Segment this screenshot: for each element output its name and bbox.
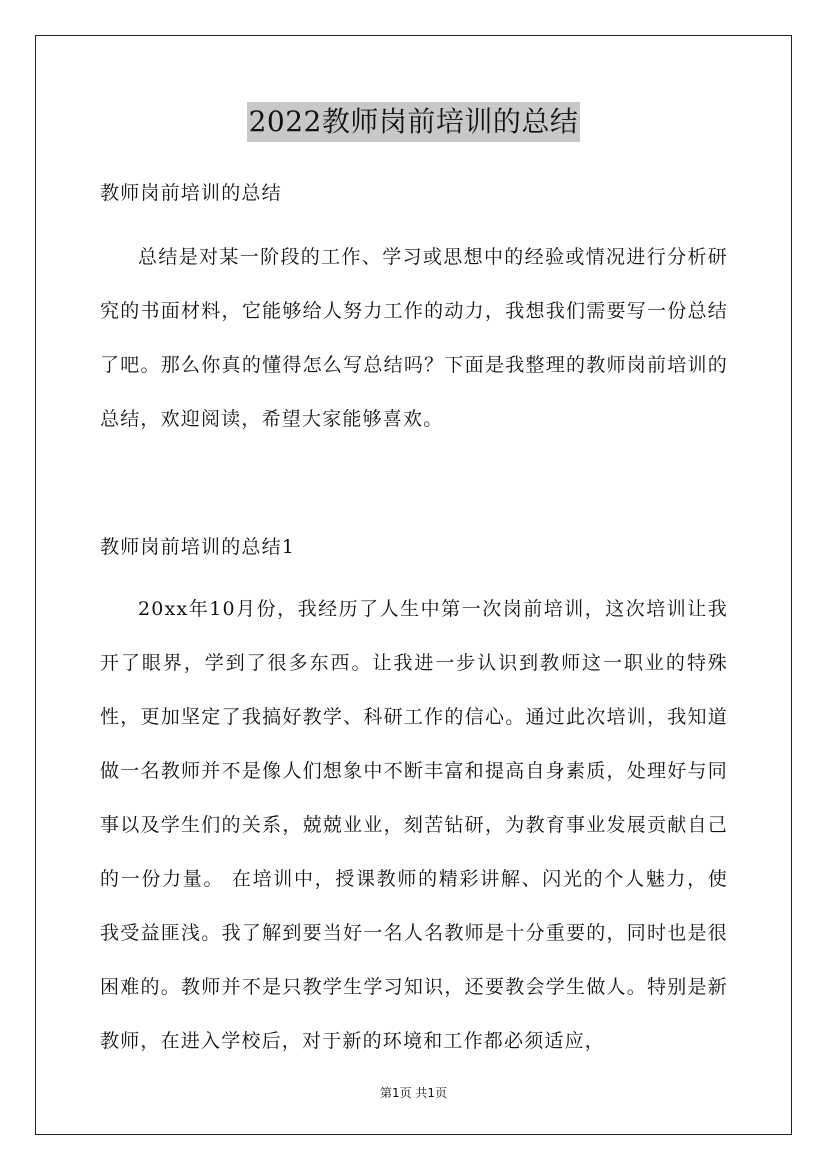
title-container <box>0 102 827 142</box>
page-footer: 第1页 共1页 <box>379 1086 448 1100</box>
document-title: 2022教师岗前培训的总结 <box>247 102 581 142</box>
document-body <box>100 176 728 1068</box>
section-paragraph: 20xx年10月份，我经历了人生中第一次岗前培训，这次培训让我开了眼界，学到了很多东西。让我进一步认识到教师这一职业的特殊性，更加坚定了我搞好教学、科研工作的信心。通过此次培训，我知道做一名教师并不是像人们想象中不断丰富和提高自身素质，处理好与同事以及学生们的关系，兢兢业业，刻苦钻研，为教育事业发展贡献自己的一份力量。 在培训中，授课教师的精彩讲解、闪光的个人魅力，使我受益匪浅。我了解到要当好一名人名教师是十分重要的，同时也是很困难的。教师并不是只教学生学习知识，还要教会学生做人。特别是新教师，在进入学校后，对于新的环境和工作都必须适应， <box>100 598 728 1052</box>
section-paragraph: 总结是对某一阶段的工作、学习或思想中的经验或情况进行分析研究的书面材料，它能够给人努力工作的动力，我想我们需要写一份总结了吧。那么你真的懂得怎么写总结吗？下面是我整理的教师岗前培训的总结，欢迎阅读，希望大家能够喜欢。 <box>100 246 728 430</box>
section-heading: 教师岗前培训的总结 <box>100 182 282 204</box>
section-heading: 教师岗前培训的总结1 <box>100 536 296 558</box>
